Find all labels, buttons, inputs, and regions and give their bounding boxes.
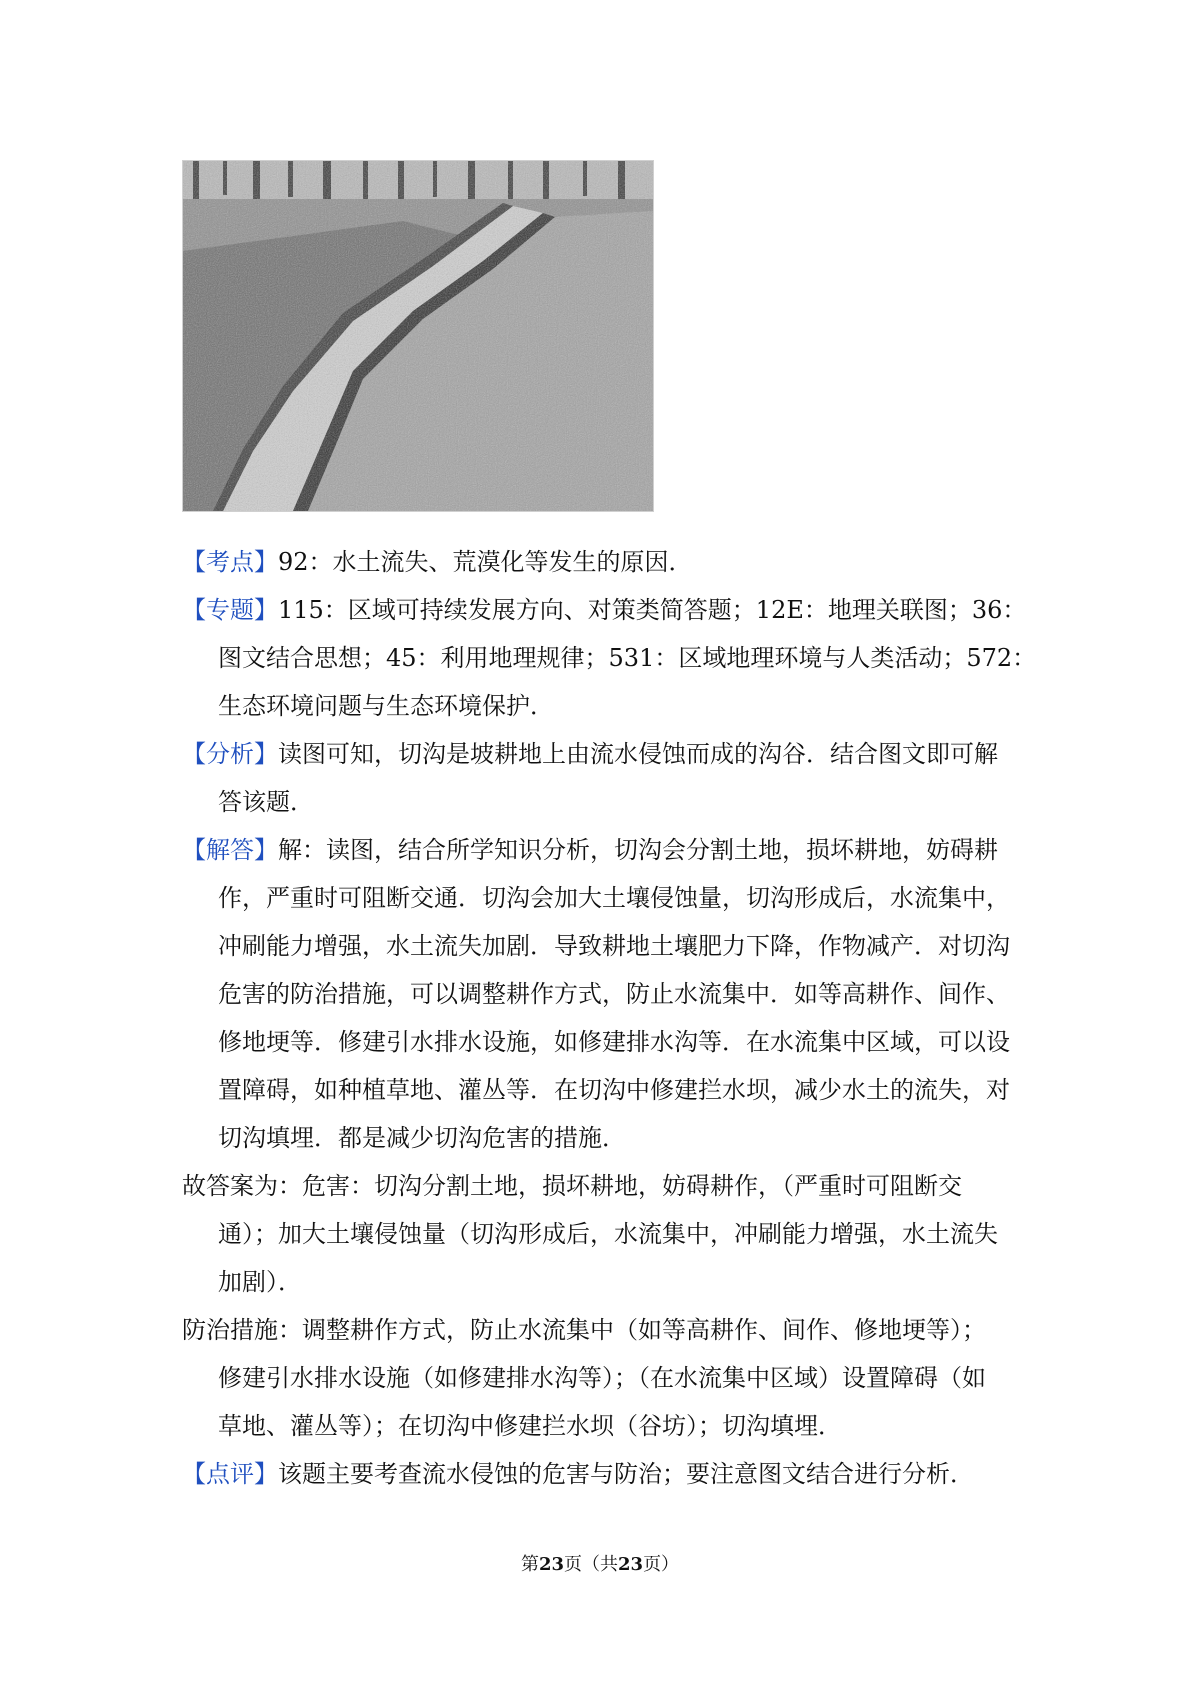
- kaodian-text: 92：水土流失、荒漠化等发生的原因．: [278, 548, 693, 576]
- footer-prefix: 第: [520, 1554, 539, 1575]
- gully-erosion-photo: [182, 160, 654, 512]
- jieda-line-2: 作，严重时可阻断交通．切沟会加大土壤侵蚀量，切沟形成后，水流集中，: [218, 884, 1010, 912]
- jieda-line-7: 切沟填埋．都是减少切沟危害的措施．: [218, 1124, 626, 1152]
- zhuanti-line-2: 图文结合思想；45：利用地理规律；531：区域地理环境与人类活动；572：: [218, 644, 1037, 672]
- section-dianping: [182, 1450, 1042, 1498]
- section-zhuanti: [182, 586, 1042, 730]
- footer-page-number: 23: [538, 1554, 564, 1575]
- section-measures: [182, 1306, 1042, 1450]
- zhuanti-line-1: [182, 586, 1042, 634]
- kaodian-label: 【考点】: [182, 548, 278, 576]
- jieda-line-4: 危害的防治措施，可以调整耕作方式，防止水流集中．如等高耕作、间作、: [218, 980, 1010, 1008]
- jieda-text-1: 解：读图，结合所学知识分析，切沟会分割土地，损坏耕地，妨碍耕: [278, 836, 998, 864]
- dianping-text: 该题主要考查流水侵蚀的危害与防治；要注意图文结合进行分析．: [278, 1460, 974, 1488]
- section-kaodian: [182, 538, 1042, 586]
- section-answer: [182, 1162, 1042, 1306]
- jieda-line-6: 置障碍，如种植草地、灌丛等．在切沟中修建拦水坝，减少水土的流失，对: [218, 1076, 1010, 1104]
- measures-line-3: 草地、灌丛等）；在切沟中修建拦水坝（谷坊）；切沟填埋．: [218, 1412, 842, 1440]
- section-jieda: [182, 826, 1042, 1162]
- zhuanti-text-1: 115：区域可持续发展方向、对策类简答题；12E：地理关联图；36：: [278, 596, 1027, 624]
- gully-photo-drawing: [183, 161, 653, 511]
- dianping-label: 【点评】: [182, 1460, 278, 1488]
- fenxi-line-2: 答该题．: [218, 788, 314, 816]
- footer-total-pages: 23: [618, 1554, 644, 1575]
- page-footer: [0, 1550, 1200, 1576]
- fenxi-line-1: [182, 730, 1042, 778]
- fenxi-label: 【分析】: [182, 740, 278, 768]
- section-fenxi: [182, 730, 1042, 826]
- footer-mid: 页（共: [564, 1554, 618, 1575]
- jieda-line-3: 冲刷能力增强，水土流失加剧．导致耕地土壤肥力下降，作物减产．对切沟: [218, 932, 1010, 960]
- measures-line-2: 修建引水排水设施（如修建排水沟等）；（在水流集中区域）设置障碍（如: [218, 1364, 986, 1392]
- measures-line-1: 防治措施：调整耕作方式，防止水流集中（如等高耕作、间作、修地埂等）；: [182, 1316, 986, 1344]
- answer-line-3: 加剧）．: [218, 1268, 302, 1296]
- answer-line-2: 通）；加大土壤侵蚀量（切沟形成后，水流集中，冲刷能力增强，水土流失: [218, 1220, 998, 1248]
- jieda-label: 【解答】: [182, 836, 278, 864]
- answer-line-1: 故答案为：危害：切沟分割土地，损坏耕地，妨碍耕作，（严重时可阻断交: [182, 1172, 962, 1200]
- kaodian-line: [182, 538, 1042, 586]
- dianping-line: [182, 1450, 1042, 1498]
- jieda-line-1: [182, 826, 1042, 874]
- fenxi-text-1: 读图可知，切沟是坡耕地上由流水侵蚀而成的沟谷．结合图文即可解: [278, 740, 998, 768]
- footer-suffix: 页）: [643, 1554, 680, 1575]
- jieda-line-5: 修地埂等．修建引水排水设施，如修建排水沟等．在水流集中区域，可以设: [218, 1028, 1010, 1056]
- zhuanti-label: 【专题】: [182, 596, 278, 624]
- zhuanti-line-3: 生态环境问题与生态环境保护．: [218, 692, 554, 720]
